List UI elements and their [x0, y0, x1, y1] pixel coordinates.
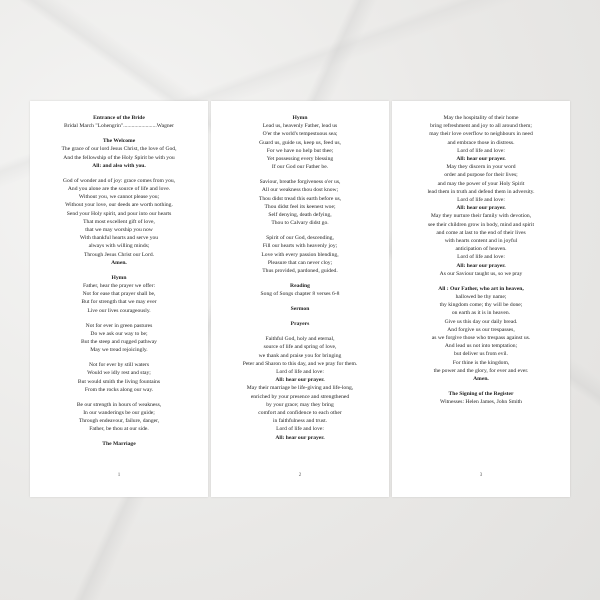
- heading-line: All: hear our prayer.: [275, 377, 325, 384]
- text-line: And lead us not into temptation;: [444, 343, 518, 350]
- text-line: All our weakness thou dost know;: [261, 187, 339, 194]
- text-line: Live our lives courageously.: [87, 307, 151, 314]
- text-line: Not for ever in green pastures: [85, 322, 153, 329]
- text-line: Thou didst tread this earth before us,: [258, 195, 342, 202]
- text-line: From the rocks along our way.: [84, 386, 154, 393]
- text-line: Fill our hearts with heavenly joy;: [262, 243, 338, 250]
- text-line: see their children grow in body, mind and spirit: [427, 221, 535, 228]
- text-line: Lord of life and love:: [276, 369, 324, 376]
- page-2-text: [217, 114, 383, 449]
- text-line: and embrace those in distress.: [447, 139, 515, 146]
- text-line: anticipation of heaven.: [455, 246, 507, 253]
- text-line: with hearts content and in joyful: [444, 238, 518, 245]
- text-block: [217, 335, 383, 442]
- text-line: And forgive us our trespasses,: [447, 326, 515, 333]
- text-block: [36, 274, 202, 315]
- text-line: Through Jesus Christ our Lord.: [83, 251, 155, 258]
- text-line: in faithfulness and trust.: [272, 418, 328, 425]
- heading-line: Hymn: [292, 115, 308, 121]
- text-line: Yet possessing every blessing: [266, 156, 334, 163]
- text-block: [217, 178, 383, 227]
- text-block: [398, 114, 564, 278]
- heading-line: Sermon: [290, 306, 310, 313]
- text-line: Pleasure that can never cloy;: [267, 259, 333, 266]
- text-line: Self denying, death defying,: [268, 212, 332, 219]
- text-line: we thank and praise you for bringing: [258, 352, 342, 359]
- text-line: In our wanderings be our guide;: [83, 410, 155, 417]
- text-line: God of wonder and of joy: grace comes from you,: [62, 177, 176, 184]
- heading-line: Amen.: [473, 376, 489, 383]
- heading-line: The Marriage: [102, 441, 136, 448]
- order-of-service-page-3: [392, 101, 570, 497]
- page-number: 2: [298, 472, 302, 478]
- text-line: may their love overflow to neighbours in need: [429, 131, 533, 138]
- text-line: Not for ever by still waters: [88, 362, 150, 369]
- text-line: Bridal March "Lohengrin"........................Wagner: [63, 123, 175, 130]
- heading-line: All: hear our prayer.: [456, 262, 506, 269]
- page-number: 3: [479, 472, 483, 478]
- text-line: but deliver us from evil.: [454, 351, 508, 358]
- text-line: Song of Songs chapter 8 verses 6-8: [260, 291, 340, 298]
- text-line: May they discern in your word: [446, 164, 516, 171]
- text-line: Thou to Calvary didst go.: [271, 220, 329, 227]
- text-line: But for strength that we may ever: [81, 299, 157, 306]
- text-line: bring refreshment and joy to all around them;: [430, 123, 532, 130]
- text-line: Through endeavour, failure, danger,: [78, 418, 160, 425]
- text-line: enriched by your presence and strengthened: [250, 393, 350, 400]
- text-line: Be our strength in hours of weakness,: [76, 401, 162, 408]
- text-line: as we forgive those who trespass against us.: [431, 335, 531, 342]
- text-line: May their marriage be life-giving and life-long,: [246, 385, 354, 392]
- page-3-text: [398, 114, 564, 413]
- text-block: [36, 361, 202, 394]
- text-block: [36, 177, 202, 267]
- text-block: [36, 440, 202, 448]
- text-line: Father, hear the prayer we offer:: [82, 283, 156, 290]
- text-line: hallowed be thy name;: [455, 294, 507, 301]
- heading-line: All : Our Father, who art in heaven,: [438, 285, 524, 292]
- text-block: [36, 322, 202, 355]
- text-line: that we may worship you now: [85, 227, 153, 234]
- text-line: That most excellent gift of love,: [83, 218, 155, 225]
- text-line: by your grace; may they bring: [266, 401, 334, 408]
- text-line: Send your Holy spirit, and pour into our hearts: [66, 210, 172, 217]
- text-line: And the fellowship of the Holy Spirit be with you: [63, 154, 175, 161]
- text-line: the power and the glory, for ever and ever.: [433, 367, 529, 374]
- text-line: May they nurture their family with devotion,: [430, 213, 532, 220]
- text-block: [217, 320, 383, 328]
- text-line: comfort and confidence to each other: [258, 410, 342, 417]
- text-line: But would smith the living fountains: [77, 378, 161, 385]
- text-block: [36, 401, 202, 434]
- text-line: But the steep and rugged pathway: [81, 339, 157, 346]
- text-line: Not for ease that prayer shall be,: [82, 291, 156, 298]
- text-line: source of life and spring of love,: [263, 344, 337, 351]
- text-line: And you alone are the source of life and love.: [67, 186, 171, 193]
- text-line: thy kingdom come; thy will be done;: [439, 302, 523, 309]
- text-line: Spirit of our God, descending,: [266, 235, 334, 242]
- order-of-service-page-1: [30, 101, 208, 497]
- text-line: For thine is the kingdom,: [452, 359, 510, 366]
- page-1-text: [36, 114, 202, 455]
- heading-line: Entrance of the Bride: [93, 115, 145, 121]
- page-number: 1: [117, 472, 121, 478]
- text-line: Lead us, heavenly Father, lead us: [262, 123, 338, 130]
- text-line: lead them in truth and defend them in adversity.: [427, 188, 535, 195]
- heading-line: The Welcome: [102, 138, 136, 145]
- text-line: Without your love, our deeds are worth nothing.: [65, 202, 173, 209]
- text-line: on earth as it is in heaven.: [451, 310, 511, 317]
- text-line: Give us this day our daily bread.: [444, 318, 518, 325]
- text-line: and come at last to the end of their lives: [436, 229, 526, 236]
- text-line: May the hospitality of their home: [443, 115, 519, 121]
- text-block: [217, 114, 383, 171]
- text-line: Thus provided, pardoned, guided.: [262, 268, 338, 275]
- text-line: Saviour, breathe forgiveness o'er us,: [259, 179, 341, 186]
- text-line: Guard us, guide us, keep us, feed us,: [259, 139, 341, 146]
- text-block: [217, 305, 383, 313]
- text-line: Do we ask our way to be;: [90, 330, 148, 337]
- text-line: With thankful hearts and serve you: [79, 235, 159, 242]
- text-line: Lord of life and love:: [457, 197, 505, 204]
- text-line: order and purpose for their lives;: [444, 172, 518, 179]
- text-line: Without you, we cannot please you;: [78, 194, 160, 201]
- order-of-service-page-2: [211, 101, 389, 497]
- text-line: Love with every passion blending,: [261, 251, 339, 258]
- text-line: Would we idly rest and stay;: [87, 370, 151, 377]
- text-line: For we have no help but thee;: [266, 147, 334, 154]
- text-line: May we tread rejoicingly.: [90, 347, 148, 354]
- text-block: [36, 114, 202, 130]
- text-line: Lord of life and love:: [457, 254, 505, 261]
- text-line: Witnesses: Helen James, John Smith: [440, 399, 522, 406]
- heading-line: Hymn: [111, 274, 127, 281]
- text-line: As our Saviour taught us, so we pray: [439, 270, 523, 277]
- text-line: Peter and Sharon to this day, and we pray for them.: [242, 360, 358, 367]
- text-line: Lord of life and love:: [457, 147, 505, 154]
- heading-line: All: hear our prayer.: [456, 205, 506, 212]
- text-line: Father, be thou at our side.: [89, 426, 149, 433]
- text-block: [36, 137, 202, 170]
- text-block: [217, 282, 383, 298]
- text-block: [398, 285, 564, 383]
- text-line: and may the power of your Holy Spirit: [437, 180, 525, 187]
- heading-line: All: hear our prayer.: [275, 434, 325, 441]
- text-line: Faithful God, holy and eternal,: [265, 336, 335, 343]
- text-line: O'er the world's tempestuous sea;: [262, 131, 338, 138]
- text-block: [217, 234, 383, 275]
- text-line: always with willing minds;: [88, 243, 150, 250]
- text-line: If our God our Father be.: [271, 164, 329, 171]
- text-line: Thou didst feel its keenest woe;: [264, 203, 336, 210]
- heading-line: All: and also with you.: [92, 162, 146, 169]
- heading-line: Prayers: [290, 321, 310, 328]
- text-line: The grace of our lord Jesus Christ, the love of God,: [61, 146, 177, 153]
- text-line: Lord of life and love:: [276, 426, 324, 433]
- heading-line: All: hear our prayer.: [456, 156, 506, 163]
- heading-line: Reading: [290, 283, 310, 290]
- heading-line: The Signing of the Register: [448, 391, 514, 398]
- heading-line: Amen.: [111, 259, 127, 266]
- text-block: [398, 390, 564, 406]
